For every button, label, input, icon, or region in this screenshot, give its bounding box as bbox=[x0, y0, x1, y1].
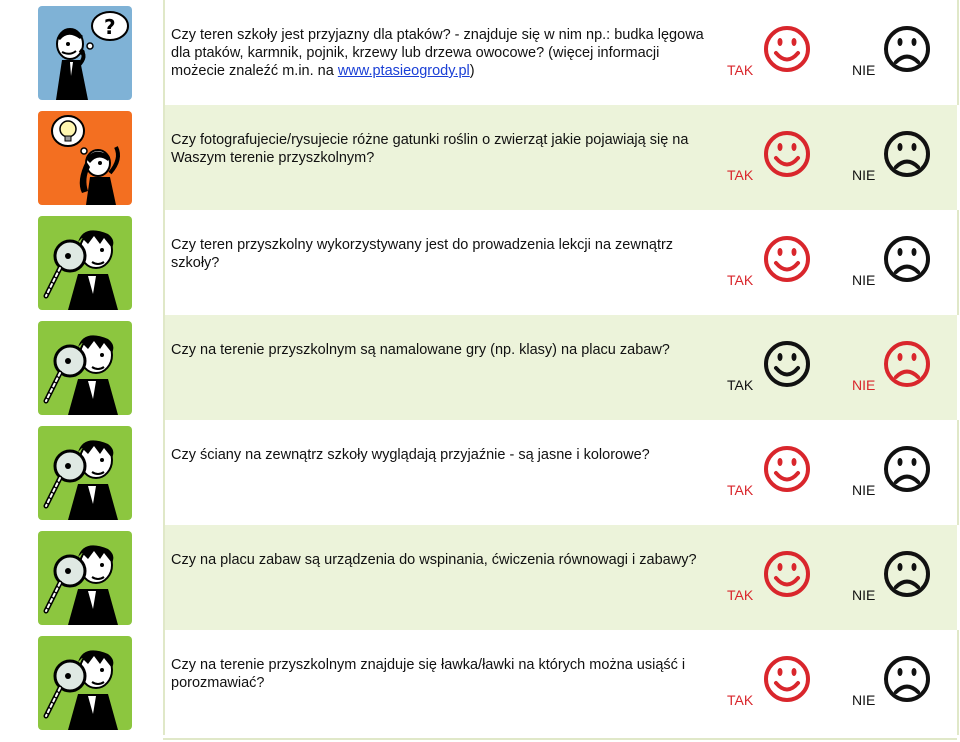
svg-text:?: ? bbox=[104, 15, 116, 39]
question-row bbox=[0, 210, 960, 315]
sad-face-icon[interactable] bbox=[882, 339, 932, 389]
bottom-divider bbox=[163, 738, 957, 740]
question-text bbox=[171, 656, 716, 692]
no-label[interactable]: NIE bbox=[852, 587, 876, 603]
question-text-main: Czy na terenie przyszkolnym są namalowane gry (np. klasy) na placu zabaw? bbox=[171, 342, 670, 358]
thinking-person-question-icon bbox=[38, 6, 132, 100]
magnifier-boy-icon bbox=[38, 426, 132, 520]
question-text-main: Czy na terenie przyszkolnym znajduje się ławka/ławki na których można usiąść i porozmawiać? bbox=[171, 657, 686, 691]
question-text bbox=[171, 131, 716, 167]
sad-face-icon[interactable] bbox=[882, 24, 932, 74]
yes-label[interactable]: TAK bbox=[727, 587, 754, 603]
happy-face-icon[interactable] bbox=[762, 234, 812, 284]
question-text bbox=[171, 446, 716, 464]
magnifier-boy-icon bbox=[38, 216, 132, 310]
magnifier-boy-icon bbox=[38, 321, 132, 415]
yes-label[interactable]: TAK bbox=[727, 692, 754, 708]
yes-label[interactable]: TAK bbox=[727, 482, 754, 498]
website-link[interactable]: www.ptasieogrody.pl bbox=[337, 63, 470, 79]
yes-label[interactable]: TAK bbox=[727, 272, 754, 288]
happy-face-icon[interactable] bbox=[762, 129, 812, 179]
sad-face-icon[interactable] bbox=[882, 444, 932, 494]
question-row bbox=[0, 630, 960, 735]
magnifier-boy-icon bbox=[38, 636, 132, 730]
magnifier-boy-icon bbox=[38, 531, 132, 625]
row-band bbox=[163, 420, 959, 525]
question-row bbox=[0, 105, 960, 210]
row-band bbox=[163, 525, 957, 630]
yes-label[interactable]: TAK bbox=[727, 377, 754, 393]
no-label[interactable]: NIE bbox=[852, 692, 876, 708]
question-row bbox=[0, 315, 960, 420]
question-text-main: Czy ściany na zewnątrz szkoły wyglądają przyjaźnie - są jasne i kolorowe? bbox=[171, 447, 650, 463]
no-label[interactable]: NIE bbox=[852, 62, 876, 78]
sad-face-icon[interactable] bbox=[882, 129, 932, 179]
question-row bbox=[0, 0, 960, 105]
question-row bbox=[0, 525, 960, 630]
yes-label[interactable]: TAK bbox=[727, 167, 754, 183]
question-row bbox=[0, 420, 960, 525]
idea-girl-lightbulb-icon bbox=[38, 111, 132, 205]
sad-face-icon[interactable] bbox=[882, 654, 932, 704]
happy-face-icon[interactable] bbox=[762, 549, 812, 599]
yes-label[interactable]: TAK bbox=[727, 62, 754, 78]
question-text bbox=[171, 26, 716, 80]
no-label[interactable]: NIE bbox=[852, 272, 876, 288]
question-text-main: Czy na placu zabaw są urządzenia do wspinania, ćwiczenia równowagi i zabawy? bbox=[171, 552, 697, 568]
question-text-tail: ) bbox=[469, 63, 475, 79]
happy-face-icon[interactable] bbox=[762, 444, 812, 494]
question-text bbox=[171, 551, 716, 569]
sad-face-icon[interactable] bbox=[882, 234, 932, 284]
no-label[interactable]: NIE bbox=[852, 482, 876, 498]
row-band bbox=[163, 315, 957, 420]
question-text-main: Czy fotografujecie/rysujecie różne gatunki roślin o zwierząt jakie pojawiają się na Waszym terenie przyszkolnym? bbox=[171, 132, 689, 166]
happy-face-icon[interactable] bbox=[762, 654, 812, 704]
question-text bbox=[171, 341, 716, 359]
no-label[interactable]: NIE bbox=[852, 167, 876, 183]
question-text bbox=[171, 236, 716, 272]
question-text-main: Czy teren przyszkolny wykorzystywany jest do prowadzenia lekcji na zewnątrz szkoły? bbox=[171, 237, 674, 271]
no-label[interactable]: NIE bbox=[852, 377, 876, 393]
happy-face-icon[interactable] bbox=[762, 339, 812, 389]
happy-face-icon[interactable] bbox=[762, 24, 812, 74]
question-text-main: Czy teren szkoły jest przyjazny dla ptaków? - znajduje się w nim np.: budka lęgowa dla ptaków, karmnik, pojnik, krzewy lub drzewa owocowe? (więcej informacji możecie znaleźć m.in. na bbox=[171, 27, 704, 79]
sad-face-icon[interactable] bbox=[882, 549, 932, 599]
